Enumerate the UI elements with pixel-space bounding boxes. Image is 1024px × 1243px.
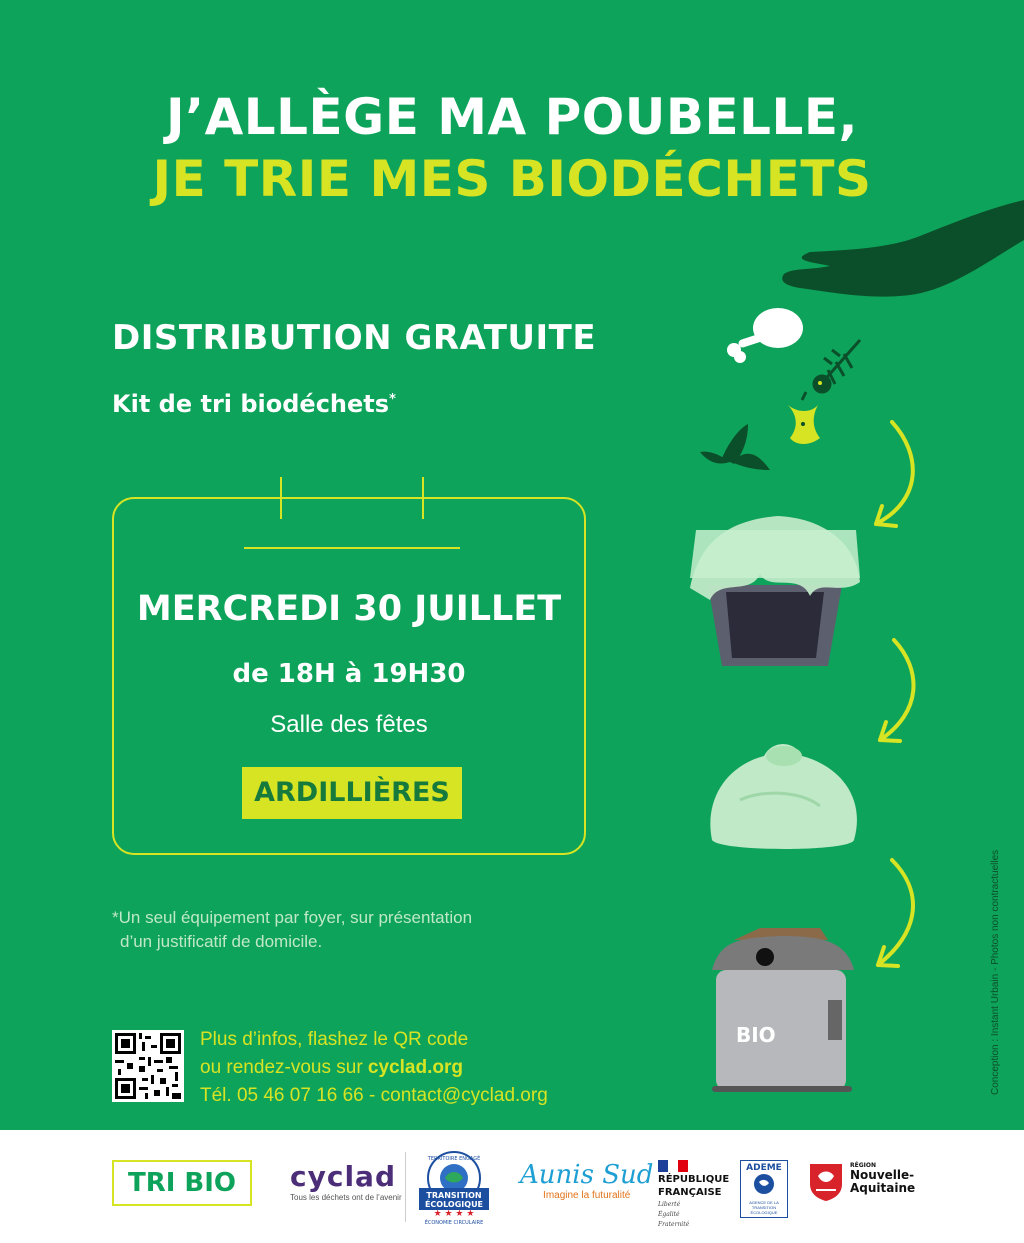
footnote bbox=[112, 906, 472, 954]
title-line-2: JE TRIE MES BIODÉCHETS bbox=[152, 150, 872, 208]
kit-text: Kit de tri biodéchets bbox=[112, 390, 390, 418]
rf-motto-2: Égalité bbox=[658, 1211, 680, 1218]
territoire-main-2: ÉCOLOGIQUE bbox=[424, 1200, 484, 1209]
footnote-line-1: *Un seul équipement par foyer, sur présentation bbox=[112, 908, 473, 927]
region-text bbox=[850, 1162, 915, 1195]
rf-motto-3: Fraternité bbox=[658, 1221, 690, 1228]
globe-icon bbox=[753, 1173, 775, 1195]
rf-line-2: FRANÇAISE bbox=[658, 1187, 722, 1198]
arrow-icon bbox=[876, 422, 914, 966]
event-date: MERCREDI 30 JUILLET bbox=[136, 589, 562, 629]
distribution-heading: DISTRIBUTION GRATUITE bbox=[112, 318, 597, 358]
contact-line-2 bbox=[200, 1054, 548, 1082]
territoire-top-text: TERRITOIRE ENGAGÉ bbox=[427, 1156, 481, 1162]
banana-peel-icon bbox=[700, 424, 770, 470]
territoire-bottom-text: ÉCONOMIE CIRCULAIRE bbox=[424, 1220, 484, 1226]
footnote-line-2: d’un justificatif de domicile. bbox=[120, 932, 323, 951]
title-line-1: J’ALLÈGE MA POUBELLE, bbox=[165, 88, 859, 146]
contact-line-3: Tél. 05 46 07 16 66 - contact@cyclad.org bbox=[200, 1085, 548, 1106]
chicken-leg-icon bbox=[727, 308, 803, 363]
cyclad-tagline: Tous les déchets ont de l’avenir bbox=[290, 1193, 402, 1202]
bio-bin-icon bbox=[712, 928, 854, 1092]
svg-text:★ ★ ★ ★: ★ ★ ★ ★ bbox=[433, 1209, 475, 1219]
fish-bone-icon bbox=[814, 340, 860, 392]
bio-basket-icon bbox=[690, 516, 860, 666]
region-shield-icon bbox=[808, 1162, 844, 1202]
event-town-badge: ARDILLIÈRES bbox=[242, 767, 462, 819]
cyclad-logo bbox=[290, 1160, 402, 1202]
contact-info bbox=[200, 1026, 548, 1110]
aunis-name: Aunis Sud bbox=[520, 1160, 654, 1190]
cyclad-name: cyclad bbox=[290, 1160, 396, 1193]
calendar-ring-right bbox=[422, 477, 424, 519]
qr-code-icon[interactable] bbox=[112, 1030, 184, 1102]
photo-credit: Conception : Instant Urbain - Photos non contractuelles bbox=[990, 849, 1001, 1095]
ademe-sub: AGENCE DE LA TRANSITION ÉCOLOGIQUE bbox=[749, 1200, 779, 1215]
region-line-1: Nouvelle- bbox=[850, 1168, 915, 1182]
rf-motto-1: Liberté bbox=[658, 1201, 681, 1208]
kit-asterisk: * bbox=[389, 392, 396, 407]
territoire-engage-logo bbox=[415, 1148, 493, 1226]
contact-site-link[interactable]: cyclad.org bbox=[367, 1057, 463, 1078]
bin-label: BIO bbox=[736, 1023, 776, 1047]
territoire-main-1: TRANSITION bbox=[426, 1191, 482, 1200]
partner-logos-bar bbox=[0, 1130, 1024, 1243]
contact-prefix: ou rendez-vous sur bbox=[200, 1057, 368, 1078]
hand-icon bbox=[782, 200, 1024, 297]
french-flag-icon bbox=[658, 1160, 688, 1172]
bio-bag-icon bbox=[710, 744, 857, 849]
rf-line-1: RÉPUBLIQUE bbox=[658, 1174, 730, 1185]
event-venue: Salle des fêtes bbox=[270, 711, 428, 738]
calendar-divider bbox=[244, 547, 460, 549]
republique-francaise-logo bbox=[658, 1160, 729, 1228]
ademe-logo bbox=[740, 1160, 788, 1218]
aunis-tagline: Imagine la futuralité bbox=[543, 1190, 631, 1201]
region-small: RÉGION bbox=[850, 1162, 876, 1169]
aunis-sud-logo bbox=[520, 1160, 653, 1201]
logo-divider bbox=[405, 1152, 406, 1222]
event-hours: de 18H à 19H30 bbox=[232, 659, 466, 689]
ademe-name: ADEME bbox=[746, 1163, 782, 1173]
kit-subheading bbox=[112, 390, 396, 418]
tribio-logo: TRI BIO bbox=[112, 1160, 252, 1206]
sorting-illustration bbox=[660, 200, 1024, 1120]
calendar-frame bbox=[112, 497, 586, 855]
contact-line-1: Plus d’infos, flashez le QR code bbox=[200, 1029, 469, 1050]
calendar-ring-left bbox=[280, 477, 282, 519]
region-line-2: Aquitaine bbox=[850, 1181, 916, 1195]
apple-core-icon bbox=[788, 392, 820, 444]
